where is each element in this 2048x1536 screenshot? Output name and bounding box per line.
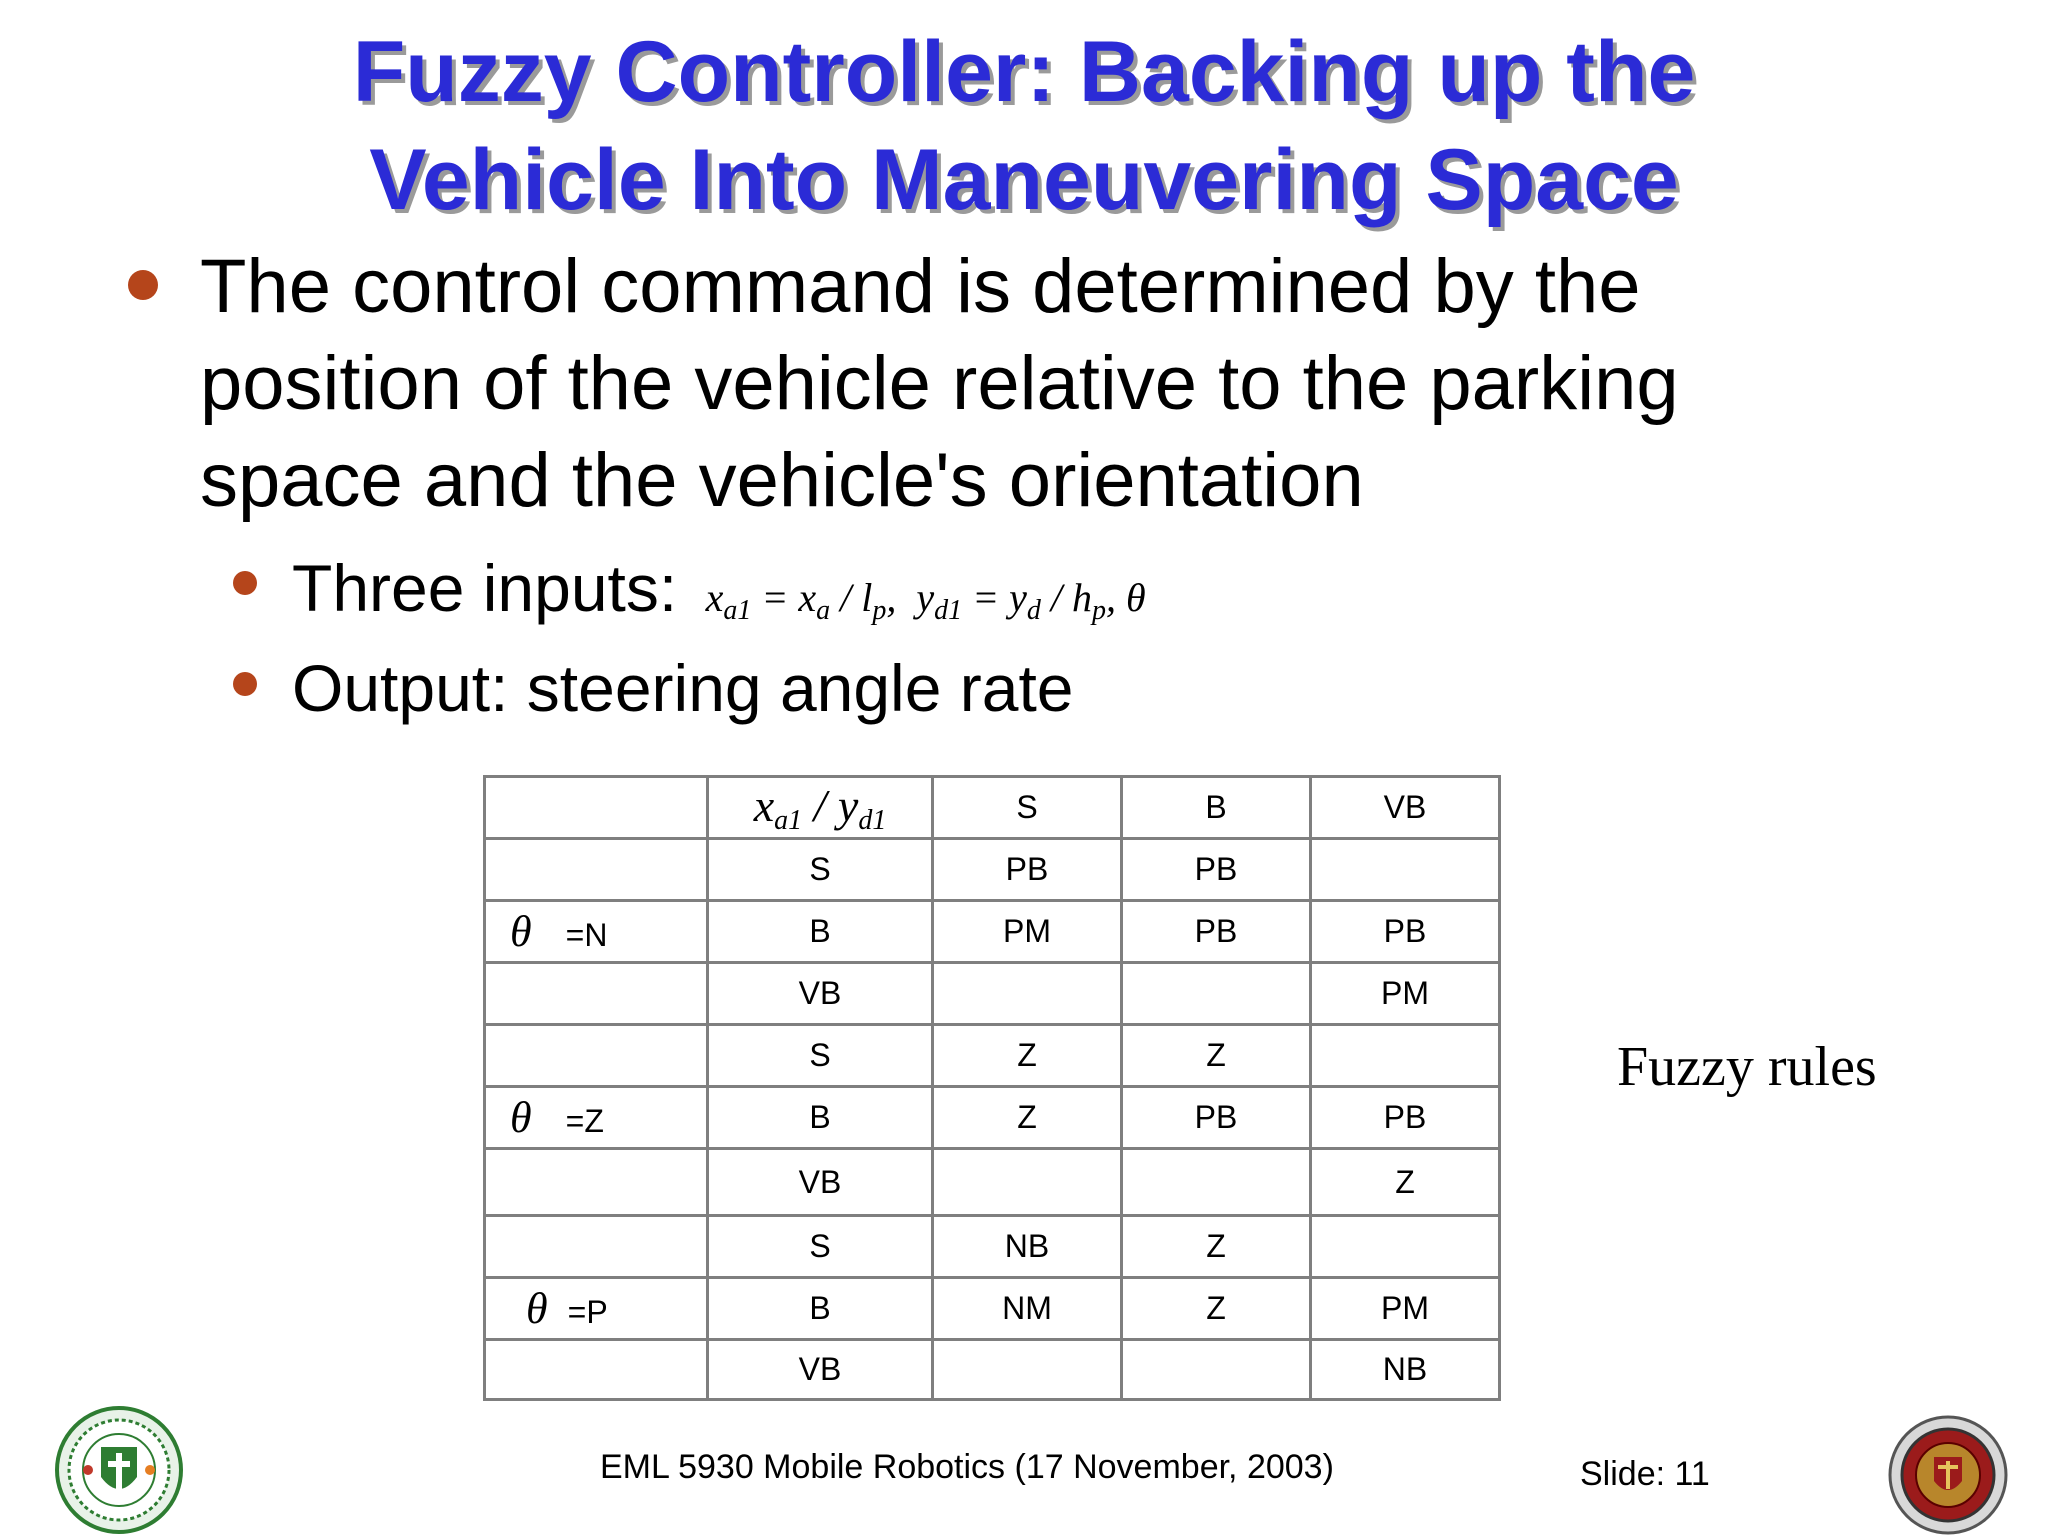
rule-cell [1311,839,1500,901]
theta-cell [485,839,708,901]
bullet-dot-icon [233,672,257,696]
footer-course: EML 5930 Mobile Robotics (17 November, 2003) [600,1448,1334,1486]
size-cell: S [708,1216,933,1278]
table-header-cell: S [933,777,1122,839]
slide-title [0,18,2048,234]
theta-cell: θ =N [485,901,708,963]
table-row [485,839,1500,901]
rule-cell [1311,1025,1500,1087]
rule-cell: NB [933,1216,1122,1278]
rule-cell [933,1340,1122,1400]
rule-cell: PB [1122,901,1311,963]
bullet-dot-icon [233,571,257,595]
rule-cell [1122,1149,1311,1216]
rule-cell: Z [1122,1025,1311,1087]
title-line-1: Fuzzy Controller: Backing up the [352,24,1696,120]
size-cell: B [708,901,933,963]
rule-cell: Z [933,1087,1122,1149]
rule-cell: Z [1122,1216,1311,1278]
theta-cell [485,963,708,1025]
size-cell: S [708,1025,933,1087]
rule-cell: PM [933,901,1122,963]
rule-cell: PM [1311,1278,1500,1340]
theta-cell [485,1216,708,1278]
inputs-formula: $x_{a1} = x_a / l_p$, $y_{d1} = y_d / h_p$, θ [695,575,1146,626]
theta-cell [485,1340,708,1400]
rule-cell: PB [1122,839,1311,901]
table-header-cell: VB [1311,777,1500,839]
main-bullet-line-3: space and the vehicle's orientation [200,438,1364,523]
rule-cell: NB [1311,1340,1500,1400]
theta-cell: θ =P [485,1278,708,1340]
theta-cell: θ =Z [485,1087,708,1149]
rule-cell: Z [1122,1278,1311,1340]
size-cell: VB [708,1340,933,1400]
table-row [485,1278,1500,1340]
rule-cell: Z [933,1025,1122,1087]
slide-number: Slide: 11 [1580,1455,1710,1493]
size-cell: VB [708,963,933,1025]
rule-cell [1122,1340,1311,1400]
rule-cell: PB [933,839,1122,901]
rule-cell: PB [1311,1087,1500,1149]
inputs-bullet [292,548,1146,651]
famu-seal-logo-icon [52,1405,186,1535]
bullet-dot-icon [128,270,158,300]
rule-cell [1311,1216,1500,1278]
theta-label: =P [567,1294,608,1330]
size-cell: B [708,1087,933,1149]
output-bullet: Output: steering angle rate [292,651,1074,725]
table-corner-cell [485,777,708,839]
table-row [485,1149,1500,1216]
theta-cell [485,1025,708,1087]
table-row [485,1216,1500,1278]
title-line-2: Vehicle Into Maneuvering Space [369,132,1679,228]
fsu-seal-logo-icon [1886,1415,2010,1536]
rule-cell [933,1149,1122,1216]
rule-cell: NM [933,1278,1122,1340]
fuzzy-rules-caption: Fuzzy rules [1617,1036,1877,1098]
table-row [485,1087,1500,1149]
inputs-label: Three inputs: [292,551,678,625]
table-row [485,963,1500,1025]
table-row [485,1025,1500,1087]
main-bullet-line-2: position of the vehicle relative to the parking [200,341,1679,426]
rule-cell: Z [1311,1149,1500,1216]
table-header-cell: B [1122,777,1311,839]
rule-cell [933,963,1122,1025]
fuzzy-rules-table [483,775,1501,1401]
table-header-row [485,777,1500,839]
rule-cell: PB [1122,1087,1311,1149]
rule-cell [1122,963,1311,1025]
rule-cell: PM [1311,963,1500,1025]
theta-label: =N [565,917,608,953]
size-cell: VB [708,1149,933,1216]
size-cell: B [708,1278,933,1340]
size-cell: S [708,839,933,901]
table-row [485,901,1500,963]
theta-label: =Z [565,1103,604,1139]
theta-cell [485,1149,708,1216]
table-axis-label: $x_{a1} / y_{d1}$ [708,777,933,839]
main-bullet-line-1: The control command is determined by the [200,244,1641,329]
table-row [485,1340,1500,1400]
rule-cell: PB [1311,901,1500,963]
main-bullet-text [200,238,1679,529]
